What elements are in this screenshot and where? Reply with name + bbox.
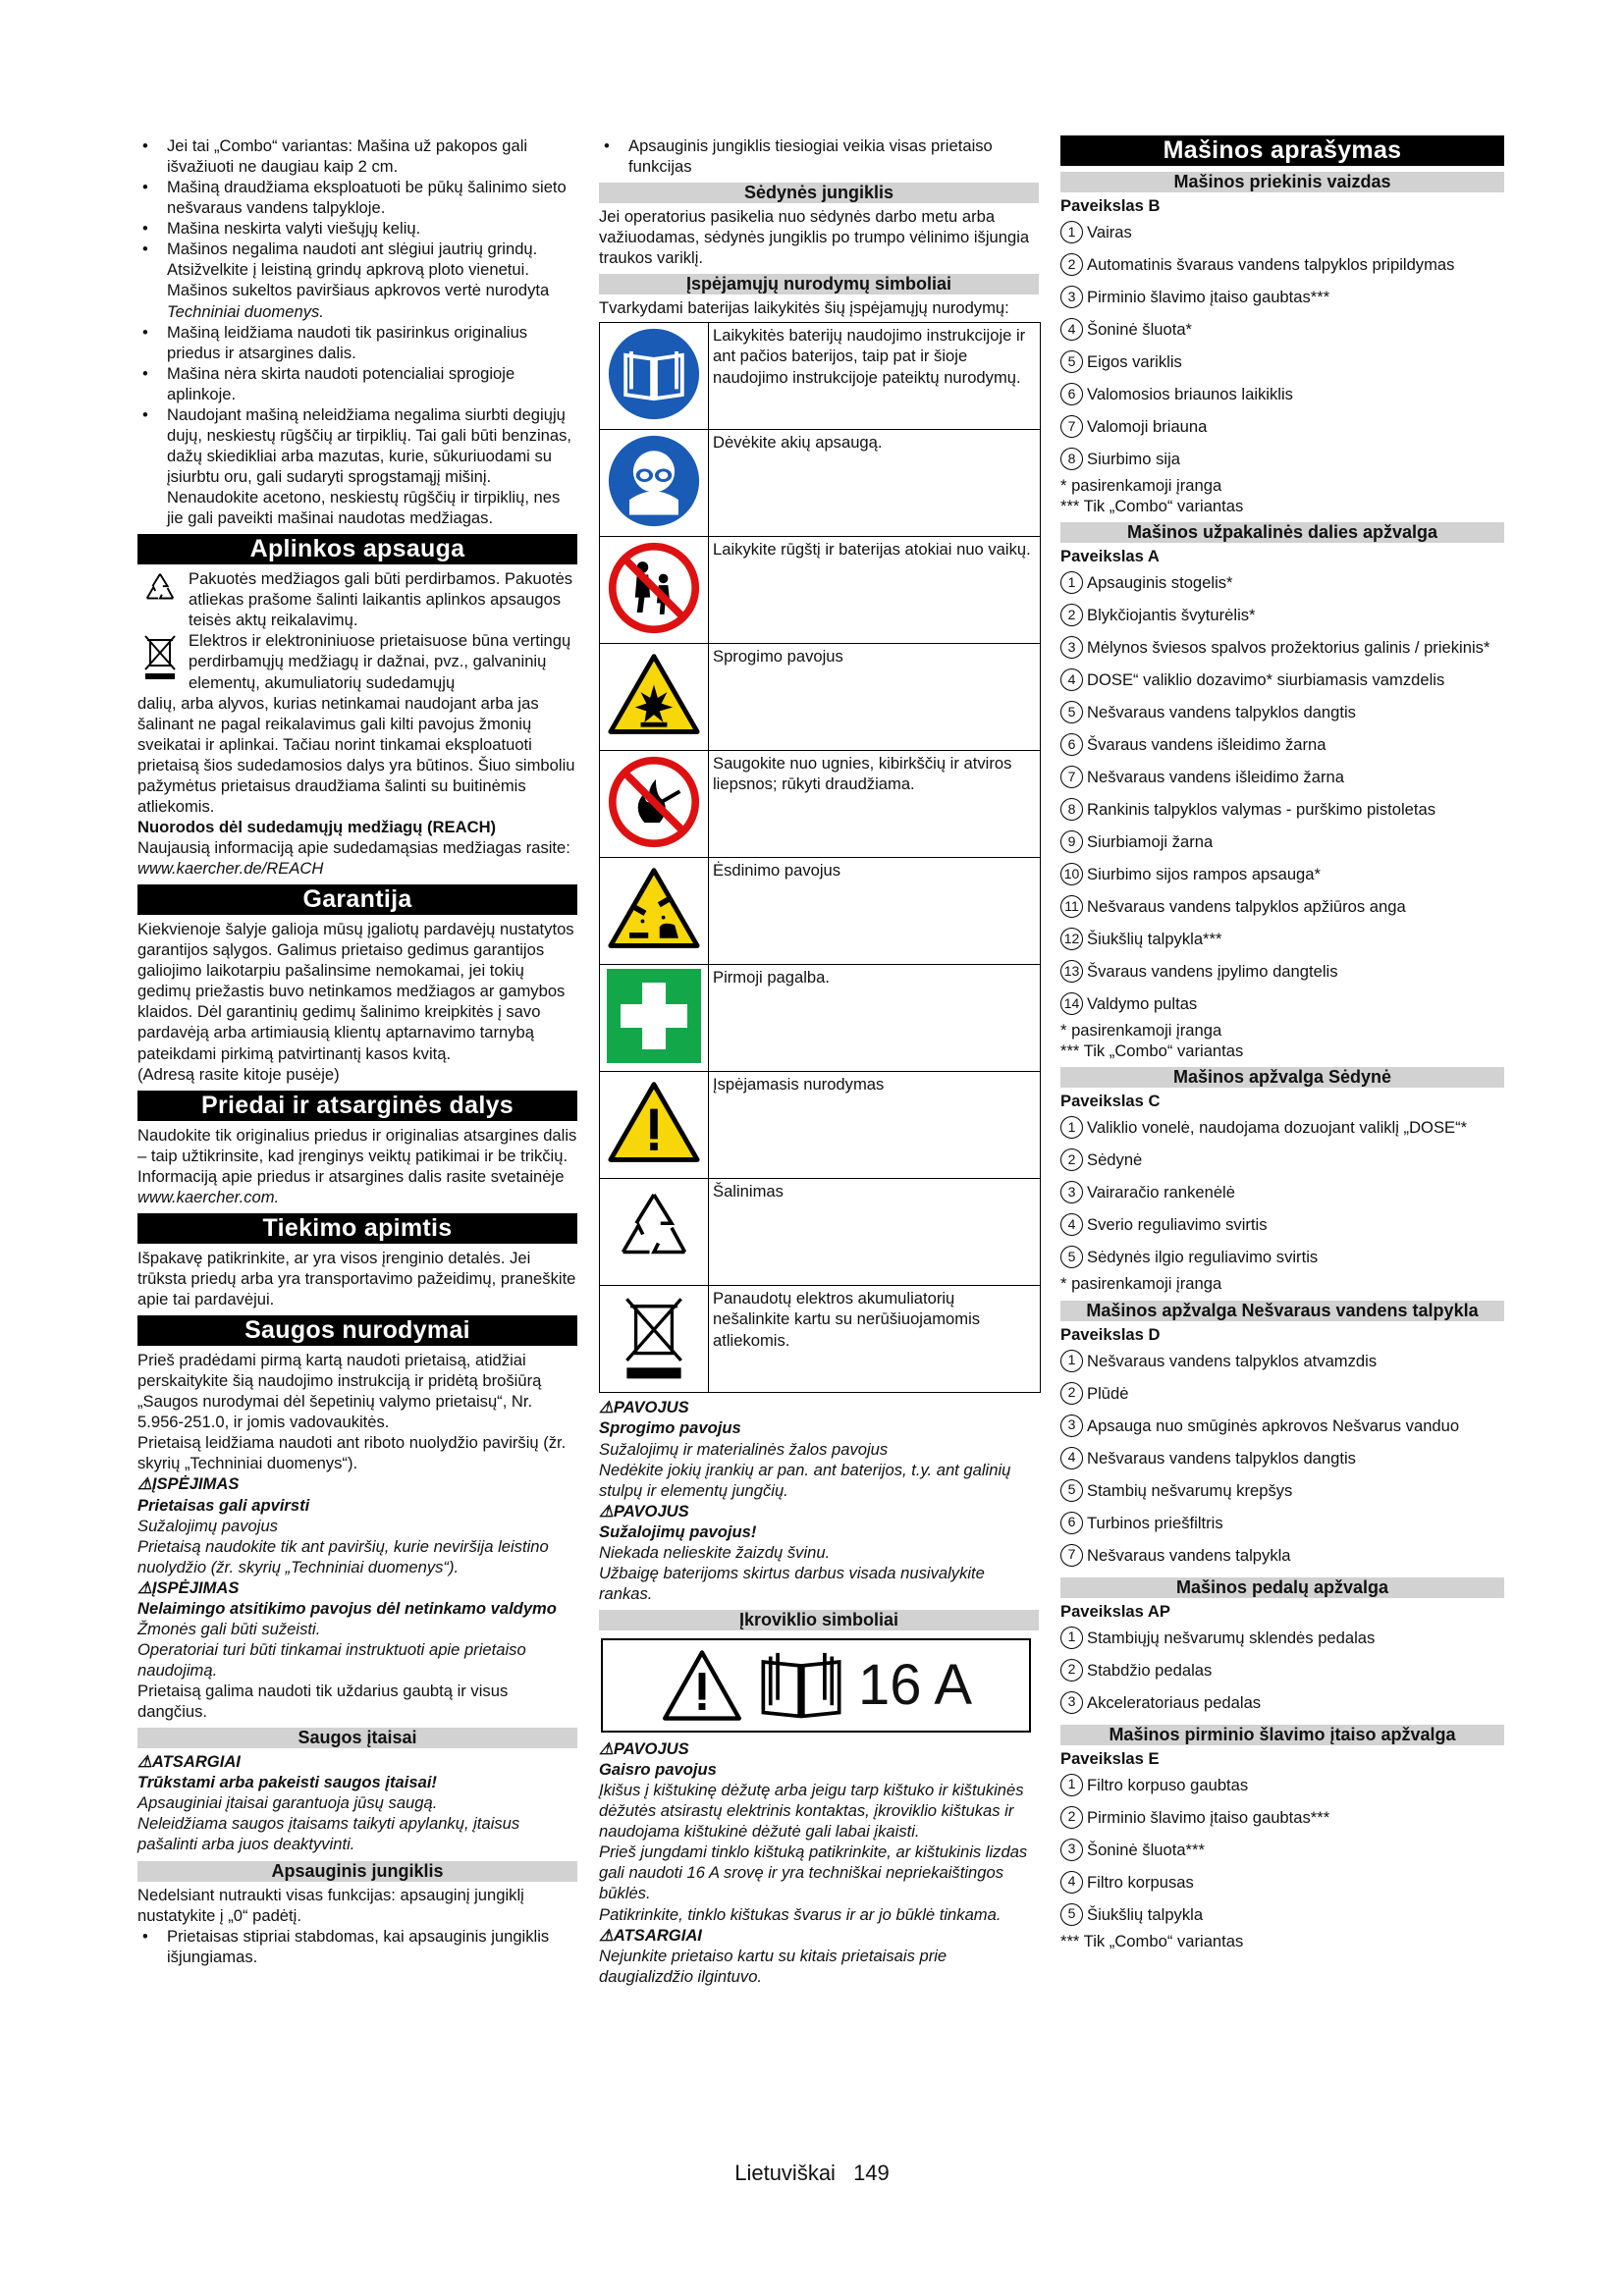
list-item: 3 Vairaračio rankenėlė bbox=[1060, 1176, 1504, 1208]
list-item: 7 Nešvaraus vandens talpykla bbox=[1060, 1539, 1504, 1572]
list-item: 1 Apsauginis stogelis* bbox=[1060, 566, 1504, 599]
goggles-icon bbox=[600, 430, 709, 537]
danger-label: ⚠PAVOJUS bbox=[599, 1398, 689, 1417]
section-heading-warranty: Garantija bbox=[137, 884, 577, 915]
subheading-rear-view: Mašinos užpakalinės dalies apžvalga bbox=[1060, 522, 1504, 543]
table-row: Saugokite nuo ugnies, kibirkščių ir atviros liepsnos; rūkyti draudžiama. bbox=[600, 751, 1041, 858]
charger-symbol-box bbox=[601, 1638, 1031, 1733]
page-footer bbox=[0, 2160, 1624, 2187]
caution-label: ⚠ATSARGIAI bbox=[137, 1752, 241, 1772]
warning-icon bbox=[600, 1072, 709, 1179]
sweep-items-list bbox=[1060, 1769, 1504, 1931]
subheading-seat-overview: Mašinos apžvalga Sėdynė bbox=[1060, 1067, 1504, 1088]
list-item: 5 Stambių nešvarumų krepšys bbox=[1060, 1474, 1504, 1507]
list-item: 6 Švaraus vandens išleidimo žarna bbox=[1060, 728, 1504, 761]
list-item: 1 Filtro korpuso gaubtas bbox=[1060, 1769, 1504, 1801]
seat-items-list bbox=[1060, 1111, 1504, 1273]
battery-symbols-table bbox=[599, 322, 1041, 1393]
caution-label: ⚠ATSARGIAI bbox=[599, 1925, 702, 1945]
list-item: 6 Turbinos priešfiltris bbox=[1060, 1507, 1504, 1539]
list-item: 2 Plūdė bbox=[1060, 1377, 1504, 1410]
reach-title: Nuorodos dėl sudedamųjų medžiagų (REACH) bbox=[137, 817, 497, 836]
table-row: Sprogimo pavojus bbox=[600, 644, 1041, 751]
table-row: Ėsdinimo pavojus bbox=[600, 858, 1041, 965]
rear-items-list bbox=[1060, 566, 1504, 1020]
danger-label: ⚠PAVOJUS bbox=[599, 1739, 689, 1758]
subheading-front-view: Mašinos priekinis vaizdas bbox=[1060, 172, 1504, 192]
recycle-icon bbox=[137, 568, 183, 630]
list-item: 13 Švaraus vandens įpylimo dangtelis bbox=[1060, 955, 1504, 988]
pedal-items-list bbox=[1060, 1622, 1504, 1719]
column-1: • Jei tai „Combo“ variantas: Mašina už pakopos gali išvažiuoti ne daugiau kaip 2 cm. • Mašiną draudžiama eksploatuoti be pūkų šalinimo sieto nešvaraus vandens talpykloje. • Mašina neskirta valyti viešųjų kelių. • Mašinos negalima naudoti ant slėgiui jautrių grindų. Atsižvelkite į leistiną grindų apkrovą ploto vienetui. Mašinos sukeltos paviršiaus apkrovos vertė nurodyta Techniniai duomenys. • Mašiną leidžiama naudoti tik pasirinkus originalius priedus ir atsargines dalis. • Mašina nėra skirta naudoti potencialiai sprogioje aplinkoje. • Naudojant mašiną neleidžiama negalima siurbti degiųjų dujų, neskiestų rūgščių ar tirpiklių. Tai gali būti benzinas, dažų skiedikliai arba mazutas, kurie, sūkuriuodami su įsiurbtu oru, gali sudaryti sprogstamąjį mišinį. Nenaudokite acetono, neskiestų rūgščių ir tirpiklių, nes jie gali paveikti mašinai naudotas medžiagas. Aplinkos apsauga Pakuotės medžiagos gali būti perdirbamos. Pakuotės atliekas prašome šalinti laikantis aplinkos apsaugos teisės aktų reikalavimų. Elektros ir elektroniniuose prietaisuose būna vertingų perdirbamųjų medžiagų ir dažnai, pvz., galvaninių elementų, akumuliatorių sudedamųjų dalių, arba alyvos, kurias netinkamai naudojant arba jas šalinant ne pagal reikalavimus gali kilti pavojus žmonių sveikatai ir aplinkai. Tačiau norint tinkamai eksploatuoti prietaisą šios sudedamosios dalys yra būtinos. Šiuo simboliu pažymėtus prietaisus draudžiama šalinti su buitinėmis atliekomis. Nuorodos dėl sudedamųjų medžiagų (REACH) Naujausią informaciją apie sudedamąsias medžiagas rasite: www.kaercher.de/REACH Garantija Kiekvienoje šalyje galioja mūsų įgaliotų pardavėjų nustatytos garantijos sąlygos. Galimus prietaiso gedimus garantijos galiojimo laikotarpiu pašalinsime nemokamai, jei tokių gedimų priežastis buvo netinkamos medžiagos ar gamybos klaidos. Dėl garantinių gedimų šalinimo kreipkitės į savo pardavėją arba artimiausią klientų aptarnavimo tarnybą pateikdami pirkimą patvirtinantį kasos kvitą. (Adresą rasite kitoje pusėje) Priedai ir atsarginės dalys Naudokite tik originalius priedus ir originalias atsargines dalis – taip užtikrinsite, kad įrenginys veiktų patikimai ir be trikčių. Informaciją apie priedus ir atsargines dalis rasite svetainėje www.kaercher.com. Tiekimo apimtis Išpakavę patikrinkite, ar yra visos įrenginio detalės. Jei trūksta priedų arba yra transportavimo pažeidimų, praneškite apie tai pardavėjui. Saugos nurodymai Prieš pradėdami pirmą kartą naudoti prietaisą, atidžiai perskaitykite šią naudojimo instrukciją ir pridėtą brošiūrą „Saugos nurodymai dėl šepetinių valymo prietaisų“, Nr. 5.956-251.0, ir jomis vadovaukitės. Prietaisą leidžiama naudoti ant riboto nuolydžio paviršių (žr. skyrių „Techniniai duomenys“). ⚠ĮSPĖJIMAS Prietaisas gali apvirsti Sužalojimų pavojus Prietaisą naudokite tik ant paviršių, kurie neviršija leistino nuolydžio (žr. skyrių „Techniniai duomenys“). ⚠ĮSPĖJIMAS Nelaimingo atsitikimo pavojus dėl netinkamo valdymo Žmonės gali būti sužeisti. Operatoriai turi būti tinkamai instruktuoti apie prietaiso naudojimą. Prietaisą galima naudoti tik uždarius gaubtą ir visus dangčius. Saugos įtaisai ⚠ATSARGIAI Trūkstami arba pakeisti saugos įtaisai! Apsauginiai įtaisai garantuoja jūsų saugą. Neleidžiama saugos įtaisams taikyti apylankų, įtaisus pašalinti arba juos deaktyvinti. Apsauginis jungiklis Nedelsiant nutraukti visas funkcijas: apsauginį jungiklį nustatykite į „0“ padėtį. • Prietaisas stipriai stabdomas, kai apsauginis jungiklis išjungiamas. bbox=[137, 135, 577, 1967]
page-number: 149 bbox=[853, 2161, 890, 2185]
list-item: 5 Sėdynės ilgio reguliavimo svirtis bbox=[1060, 1241, 1504, 1273]
first-aid-icon bbox=[600, 965, 709, 1072]
subheading-pedals: Mašinos pedalų apžvalga bbox=[1060, 1577, 1504, 1598]
list-item: 4 Sverio reguliavimo svirtis bbox=[1060, 1208, 1504, 1241]
table-row: Įspėjamasis nurodymas bbox=[600, 1072, 1041, 1179]
list-item: 9 Siurbiamoji žarna bbox=[1060, 826, 1504, 858]
subheading-safety-devices: Saugos įtaisai bbox=[137, 1728, 577, 1748]
list-item: 8 Siurbimo sija bbox=[1060, 443, 1504, 475]
list-item: 1 Vairas bbox=[1060, 216, 1504, 248]
section-heading-accessories: Priedai ir atsarginės dalys bbox=[137, 1091, 577, 1121]
book-icon bbox=[600, 323, 709, 430]
crossed-bin-icon bbox=[600, 1286, 709, 1393]
weee-note: Elektros ir elektroniniuose prietaisuose būna vertingų perdirbamųjų medžiagų ir dažnai, pvz., galvaninių elementų, akumuliatorių sudedamųjų bbox=[137, 630, 577, 692]
explosion-icon bbox=[600, 644, 709, 751]
list-item: 11 Nešvaraus vandens talpyklos apžiūros anga bbox=[1060, 890, 1504, 923]
recycling-note: Pakuotės medžiagos gali būti perdirbamos. Pakuotės atliekas prašome šalinti laikantis aplinkos apsaugos teisės aktų reikalavimų. bbox=[137, 568, 577, 630]
warning-label: ⚠ĮSPĖJIMAS bbox=[137, 1474, 240, 1494]
list-item: 10 Siurbimo sijos rampos apsauga* bbox=[1060, 858, 1504, 890]
subheading-safety-switch: Apsauginis jungiklis bbox=[137, 1861, 577, 1882]
list-item: 2 Automatinis švaraus vandens talpyklos pripildymas bbox=[1060, 248, 1504, 281]
column-2: • Apsauginis jungiklis tiesiogiai veikia visas prietaiso funkcijas Sėdynės jungiklis Jei operatorius pasikelia nuo sėdynės darbo metu arba važiuodamas, sėdynės jungiklis po trumpo vėlinimo išjungia traukos variklį. Įspėjamųjų nurodymų simboliai Tvarkydami baterijas laikykitės šių įspėjamųjų nurodymų: Laikykitės baterijų naudojimo instrukcijoje ir ant pačios baterijos, taip pat ir šioje naudojimo instrukcijoje pateiktų nurodymų. Dėvėkite akių apsaugą. Laikykite rūgštį ir baterijas atokiai nuo vaikų. Sprogimo pavojus Saugokite nuo ugnies, kibirkščių ir atviros liepsnos; rūkyti draudžiama. Ėsdinimo pavojus Pirmoji pagalba. Įspėjamasis nurodymas Šalinimas Panaudotų elektros akumuliatorių nešalinkite kartu su nerūšiuojamomis atliekomis. ⚠PAVOJUS Sprogimo pavojus Sužalojimų ir materialinės žalos pavojus Nedėkite jokių įrankių ar pan. ant baterijos, t.y. ant galinių stulpų ir elementų jungčių. ⚠PAVOJUS Sužalojimų pavojus! Niekada nelieskite žaizdų švinu. Užbaigę baterijoms skirtus darbus visada nusivalykite rankas. Įkroviklio simboliai 16 A ⚠PAVOJUS Gaisro pavojus Įkišus į kištukinę dėžutę arba jeigu tarp kištuko ir kištukinės dėžutės atsirastų elektrinis kontaktas, įkroviklio kištukas ir naudojama kištukinė dėžutė gali labai įkaisti. Prieš jungdami tinklo kištuką patikrinkite, ar kištukinis lizdas gali naudoti 16 A srovę ir yra techniškai nepriekaištingos būklės. Patikrinkite, tinklo kištukas švarus ir ar jo būklė tinkama. ⚠ATSARGIAI Nejunkite prietaiso kartu su kitais prietaisais prie daugializdžio ilgintuvo. bbox=[599, 135, 1039, 1987]
list-item: • Mašiną leidžiama naudoti tik pasirinkus originalius priedus ir atsargines dalis. bbox=[167, 322, 577, 363]
list-item: 1 Stambiųjų nešvarumų sklendės pedalas bbox=[1060, 1622, 1504, 1654]
section-heading-scope: Tiekimo apimtis bbox=[137, 1213, 577, 1244]
section-heading-environment: Aplinkos apsauga bbox=[137, 534, 577, 564]
section-heading-machine-description: Mašinos aprašymas bbox=[1060, 135, 1504, 166]
crossed-bin-icon bbox=[137, 630, 183, 692]
list-item: 3 Akceleratoriaus pedalas bbox=[1060, 1686, 1504, 1719]
list-item: 2 Sėdynė bbox=[1060, 1144, 1504, 1176]
list-item: 12 Šiukšlių talpykla*** bbox=[1060, 923, 1504, 955]
list-item: 5 Šiukšlių talpykla bbox=[1060, 1898, 1504, 1931]
reach-text: Naujausią informaciją apie sudedamąsias medžiagas rasite: www.kaercher.de/REACH bbox=[137, 838, 570, 879]
list-item: • Mašina nėra skirta naudoti potencialiai sprogioje aplinkoje. bbox=[167, 363, 577, 404]
list-item: 3 Apsauga nuo smūginės apkrovos Nešvarus vanduo bbox=[1060, 1410, 1504, 1442]
list-item: • Prietaisas stipriai stabdomas, kai apsauginis jungiklis išjungiamas. bbox=[167, 1926, 577, 1967]
list-item: 3 Mėlynos šviesos spalvos prožektorius galinis / priekinis* bbox=[1060, 631, 1504, 664]
table-row: Dėvėkite akių apsaugą. bbox=[600, 430, 1041, 537]
list-item: 4 Šoninė šluota* bbox=[1060, 313, 1504, 346]
warning-label: ⚠ĮSPĖJIMAS bbox=[137, 1577, 240, 1597]
section-heading-safety: Saugos nurodymai bbox=[137, 1315, 577, 1346]
front-items-list bbox=[1060, 216, 1504, 475]
subheading-warning-symbols: Įspėjamųjų nurodymų simboliai bbox=[599, 274, 1039, 294]
table-row: Pirmoji pagalba. bbox=[600, 965, 1041, 1072]
corrosive-icon bbox=[600, 858, 709, 965]
no-fire-icon bbox=[600, 751, 709, 858]
reach-link[interactable]: www.kaercher.de/REACH bbox=[137, 859, 324, 879]
column-3: Mašinos aprašymas Mašinos priekinis vaizdas Paveikslas B 1 Vairas 2 Automatinis švaraus vandens talpyklos pripildymas 3 Pirminio šlavimo įtaiso gaubtas*** 4 Šoninė šluota* 5 Eigos variklis 6 Valomosios briaunos laikiklis 7 Valomoji briauna 8 Siurbimo sija * pasirenkamoji įranga *** Tik „Combo“ variantas Mašinos užpakalinės dalies apžvalga Paveikslas A 1 Apsauginis stogelis* 2 Blykčiojantis švyturėlis* 3 Mėlynos šviesos spalvos prožektorius galinis / priekinis* 4 DOSE“ valiklio dozavimo* siurbiamasis vamzdelis 5 Nešvaraus vandens talpyklos dangtis 6 Švaraus vandens išleidimo žarna 7 Nešvaraus vandens išleidimo žarna 8 Rankinis talpyklos valymas - purškimo pistoletas 9 Siurbiamoji žarna 10 Siurbimo sijos rampos apsauga* 11 Nešvaraus vandens talpyklos apžiūros anga 12 Šiukšlių talpykla*** 13 Švaraus vandens įpylimo dangtelis 14 Valdymo pultas * pasirenkamoji įranga *** Tik „Combo“ variantas Mašinos apžvalga Sėdynė Paveikslas C 1 Valiklio vonelė, naudojama dozuojant valiklį „DOSE“* 2 Sėdynė 3 Vairaračio rankenėlė 4 Sverio reguliavimo svirtis 5 Sėdynės ilgio reguliavimo svirtis * pasirenkamoji įranga Mašinos apžvalga Nešvaraus vandens talpykla Paveikslas D 1 Nešvaraus vandens talpyklos atvamzdis 2 Plūdė 3 Apsauga nuo smūginės apkrovos Nešvarus vanduo 4 Nešvaraus vandens talpyklos dangtis 5 Stambių nešvarumų krepšys 6 Turbinos priešfiltris 7 Nešvaraus vandens talpykla Mašinos pedalų apžvalga Paveikslas AP 1 Stambiųjų nešvarumų sklendės pedalas 2 Stabdžio pedalas 3 Akceleratoriaus pedalas Mašinos pirminio šlavimo įtaiso apžvalga Paveikslas E 1 Filtro korpuso gaubtas 2 Pirminio šlavimo įtaiso gaubtas*** 3 Šoninė šluota*** 4 Filtro korpusas 5 Šiukšlių talpykla *** Tik „Combo“ variantas bbox=[1060, 135, 1504, 1951]
list-item: 14 Valdymo pultas bbox=[1060, 988, 1504, 1020]
kaercher-link[interactable]: www.kaercher.com. bbox=[137, 1187, 280, 1206]
table-row: Panaudotų elektros akumuliatorių nešalinkite kartu su nerūšiuojamomis atliekomis. bbox=[600, 1286, 1041, 1393]
list-item: 1 Valiklio vonelė, naudojama dozuojant valiklį „DOSE“* bbox=[1060, 1111, 1504, 1144]
list-item: 6 Valomosios briaunos laikiklis bbox=[1060, 378, 1504, 410]
subheading-seat-switch: Sėdynės jungiklis bbox=[599, 183, 1039, 203]
list-item: • Mašina neskirta valyti viešųjų kelių. bbox=[167, 218, 577, 239]
list-item: 8 Rankinis talpyklos valymas - purškimo pistoletas bbox=[1060, 793, 1504, 826]
list-item: 3 Šoninė šluota*** bbox=[1060, 1834, 1504, 1866]
list-item: 5 Nešvaraus vandens talpyklos dangtis bbox=[1060, 696, 1504, 728]
table-row: Šalinimas bbox=[600, 1179, 1041, 1286]
subheading-dirty-water-tank: Mašinos apžvalga Nešvaraus vandens talpykla bbox=[1060, 1301, 1504, 1321]
list-item: 2 Pirminio šlavimo įtaiso gaubtas*** bbox=[1060, 1801, 1504, 1834]
list-item: 4 Nešvaraus vandens talpyklos dangtis bbox=[1060, 1442, 1504, 1474]
danger-label: ⚠PAVOJUS bbox=[599, 1501, 689, 1521]
list-item: • Mašiną draudžiama eksploatuoti be pūkų šalinimo sieto nešvaraus vandens talpykloje. bbox=[167, 177, 577, 218]
list-item: 4 DOSE“ valiklio dozavimo* siurbiamasis vamzdelis bbox=[1060, 664, 1504, 696]
list-item: 4 Filtro korpusas bbox=[1060, 1866, 1504, 1898]
list-item: • Naudojant mašiną neleidžiama negalima siurbti degiųjų dujų, neskiestų rūgščių ar tirpiklių. Tai gali būti benzinas, dažų skiedikliai arba mazutas, kurie, sūkuriuodami su įsiurbtu oru, gali sudaryti sprogstamąjį mišinį. Nenaudokite acetono, neskiestų rūgščių ir tirpiklių, nes jie gali paveikti mašinai naudotas medžiagas. bbox=[167, 404, 577, 528]
list-item: 2 Blykčiojantis švyturėlis* bbox=[1060, 599, 1504, 631]
warning-outline-icon bbox=[660, 1647, 744, 1724]
subheading-pre-sweeper: Mašinos pirminio šlavimo įtaiso apžvalga bbox=[1060, 1725, 1504, 1745]
no-children-icon bbox=[600, 537, 709, 644]
amperage-label: 16 A bbox=[857, 1653, 973, 1718]
table-row: Laikykite rūgštį ir baterijas atokiai nuo vaikų. bbox=[600, 537, 1041, 644]
dirty-items-list bbox=[1060, 1345, 1504, 1572]
list-item: 1 Nešvaraus vandens talpyklos atvamzdis bbox=[1060, 1345, 1504, 1377]
list-item: • Jei tai „Combo“ variantas: Mašina už pakopos gali išvažiuoti ne daugiau kaip 2 cm. bbox=[167, 135, 577, 177]
manual-book-icon bbox=[756, 1649, 846, 1722]
footer-language: Lietuviškai bbox=[734, 2161, 836, 2185]
list-item: • Mašinos negalima naudoti ant slėgiui jautrių grindų. Atsižvelkite į leistiną grindų apkrovą ploto vienetui. Mašinos sukeltos paviršiaus apkrovos vertė nurodyta Techniniai duomenys. bbox=[167, 239, 577, 321]
list-item: 5 Eigos variklis bbox=[1060, 346, 1504, 378]
list-item: 3 Pirminio šlavimo įtaiso gaubtas*** bbox=[1060, 281, 1504, 313]
list-item: • Apsauginis jungiklis tiesiogiai veikia visas prietaiso funkcijas bbox=[628, 135, 1039, 177]
table-row: Laikykitės baterijų naudojimo instrukcijoje ir ant pačios baterijos, taip pat ir šioje naudojimo instrukcijoje pateiktų nurodymų. bbox=[600, 323, 1041, 430]
list-item: 2 Stabdžio pedalas bbox=[1060, 1654, 1504, 1686]
list-item: 7 Valomoji briauna bbox=[1060, 410, 1504, 443]
usage-restrictions-list bbox=[137, 135, 577, 528]
recycle-icon bbox=[600, 1179, 709, 1286]
list-item: 7 Nešvaraus vandens išleidimo žarna bbox=[1060, 761, 1504, 793]
subheading-charger-symbols: Įkroviklio simboliai bbox=[599, 1610, 1039, 1630]
